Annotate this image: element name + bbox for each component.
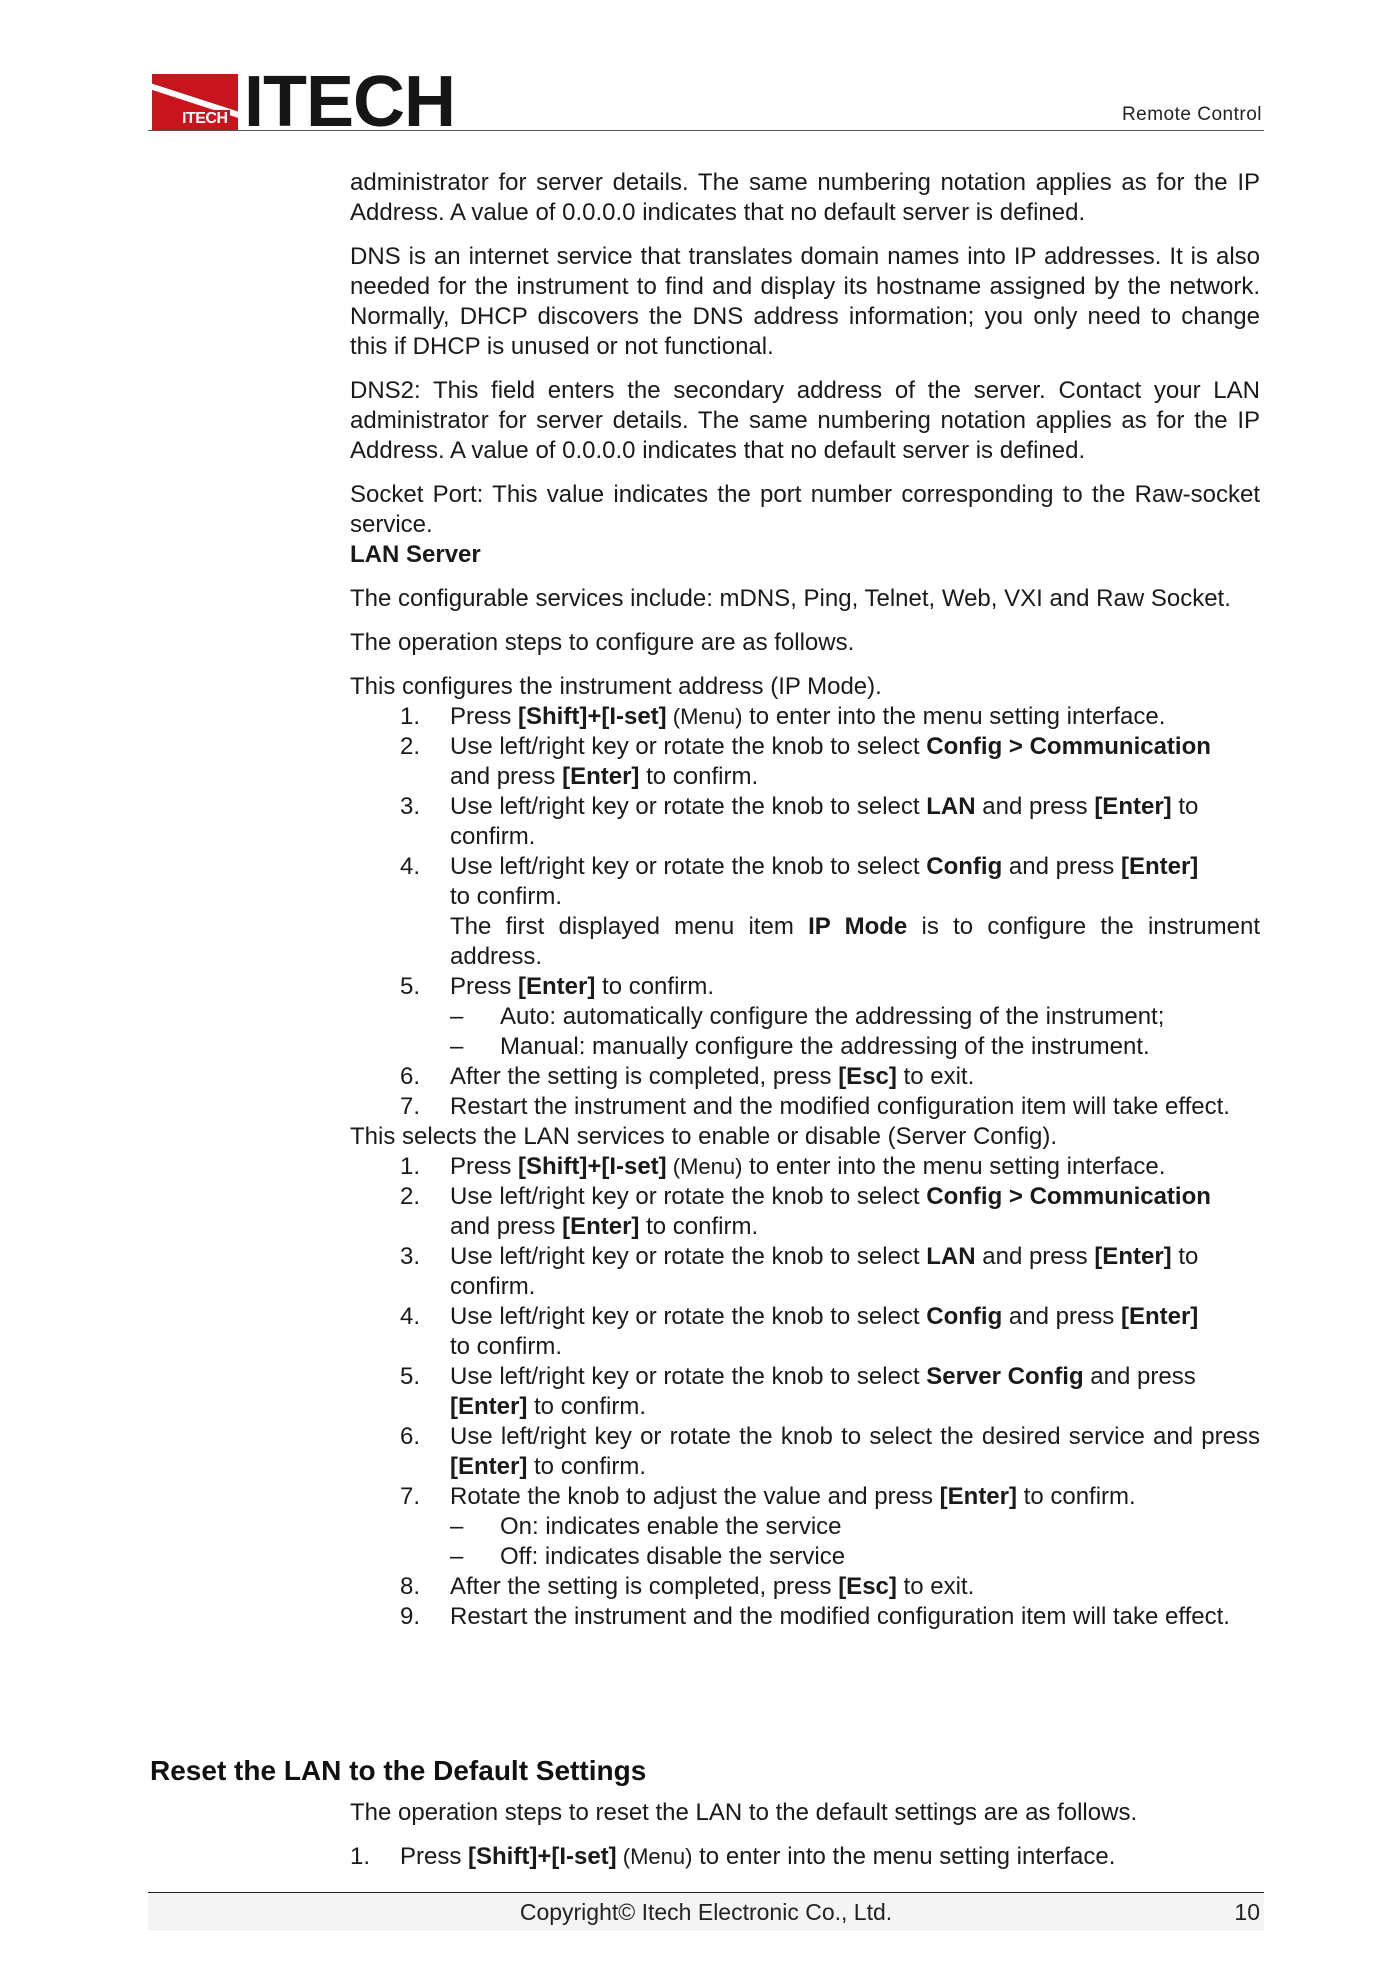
- paragraph: The operation steps to configure are as follows.: [350, 629, 855, 656]
- server-config-steps: [350, 1152, 1260, 1632]
- list-item: 2. Use left/right key or rotate the knob to select Config > Communication and press [Enter] to confirm.: [400, 733, 1211, 790]
- itech-logo: [152, 62, 455, 142]
- sub-item: – On: indicates enable the service: [450, 1513, 842, 1540]
- page-number: 10: [1234, 1899, 1260, 1925]
- list-item: 1. Press [Shift]+[I-set] (Menu) to enter into the menu setting interface.: [350, 1843, 1116, 1870]
- page-footer: [148, 1892, 1264, 1931]
- list-item: 2. Use left/right key or rotate the knob to select Config > Communication and press [Enter] to confirm.: [400, 1183, 1211, 1240]
- logo-mark: [152, 74, 238, 130]
- sub-item: – Auto: automatically configure the addressing of the instrument;: [450, 1003, 1165, 1030]
- sub-item: – Off: indicates disable the service: [450, 1543, 846, 1570]
- logo-word: ITECH: [244, 62, 455, 142]
- ip-mode-intro: This configures the instrument address (IP Mode).: [350, 673, 882, 700]
- server-config-intro: This selects the LAN services to enable or disable (Server Config).: [350, 1123, 1057, 1150]
- list-item: 1. Press [Shift]+[I-set] (Menu) to enter into the menu setting interface.: [400, 703, 1166, 730]
- list-item: 6. After the setting is completed, press [Esc] to exit.: [400, 1063, 975, 1090]
- list-item: 5. Use left/right key or rotate the knob to select Server Config and press [Enter] to confirm.: [400, 1363, 1196, 1420]
- list-item: 1. Press [Shift]+[I-set] (Menu) to enter into the menu setting interface.: [400, 1153, 1166, 1180]
- list-item: 9. Restart the instrument and the modified configuration item will take effect.: [400, 1603, 1230, 1630]
- list-item: 7. Restart the instrument and the modified configuration item will take effect.: [400, 1093, 1230, 1120]
- list-item: 3. Use left/right key or rotate the knob to select LAN and press [Enter] to confirm.: [400, 1243, 1199, 1300]
- copyright: Copyright© Itech Electronic Co., Ltd.: [519, 1899, 893, 1925]
- main-content: [350, 168, 1260, 1632]
- paragraph: administrator for server details. The same numbering notation applies as for the IP Address. A value of 0.0.0.0 indicates that no default server is defined.: [350, 169, 1260, 226]
- logo-mark-text: ITECH: [182, 110, 228, 127]
- paragraph: Socket Port: This value indicates the port number corresponding to the Raw-socket service.: [350, 481, 1260, 538]
- paragraph: DNS2: This field enters the secondary address of the server. Contact your LAN administrator for server details. The same numbering notation applies as for the IP Address. A value of 0.0.0.0 indicates that no default server is defined.: [350, 377, 1260, 464]
- lan-server-heading: LAN Server: [350, 541, 481, 568]
- page-header: [148, 62, 1264, 142]
- ip-mode-steps: [350, 702, 1260, 1122]
- list-item: 4. Use left/right key or rotate the knob to select Config and press [Enter] to confirm. The first displayed menu item IP Mode is to configure the instrument address.: [400, 853, 1261, 970]
- list-item: 8. After the setting is completed, press [Esc] to exit.: [400, 1573, 975, 1600]
- list-item: 6. Use left/right key or rotate the knob to select the desired service and press [Enter] to confirm.: [400, 1423, 1260, 1480]
- section-title-reset: Reset the LAN to the Default Settings: [150, 1755, 647, 1786]
- sub-item: – Manual: manually configure the addressing of the instrument.: [450, 1033, 1150, 1060]
- list-item: 3. Use left/right key or rotate the knob to select LAN and press [Enter] to confirm.: [400, 793, 1199, 850]
- header-section-title: Remote Control: [1121, 104, 1262, 125]
- list-item: 5. Press [Enter] to confirm. – Auto: automatically configure the addressing of the instrument; – Manual: manually configure the addressing of the instrument.: [350, 972, 1260, 1062]
- paragraph: DNS is an internet service that translates domain names into IP addresses. It is also needed for the instrument to find and display its hostname assigned by the network. Normally, DHCP discovers the DNS address information; you only need to change this if DHCP is unused or not functional.: [350, 243, 1260, 360]
- paragraph: The operation steps to reset the LAN to the default settings are as follows.: [350, 1799, 1138, 1826]
- paragraph: The configurable services include: mDNS, Ping, Telnet, Web, VXI and Raw Socket.: [350, 585, 1231, 612]
- reset-content: [350, 1798, 1260, 1872]
- list-item: 7. Rotate the knob to adjust the value and press [Enter] to confirm. – On: indicates enable the service – Off: indicates disable the service: [350, 1482, 1260, 1572]
- list-item: 4. Use left/right key or rotate the knob to select Config and press [Enter] to confirm.: [400, 1303, 1199, 1360]
